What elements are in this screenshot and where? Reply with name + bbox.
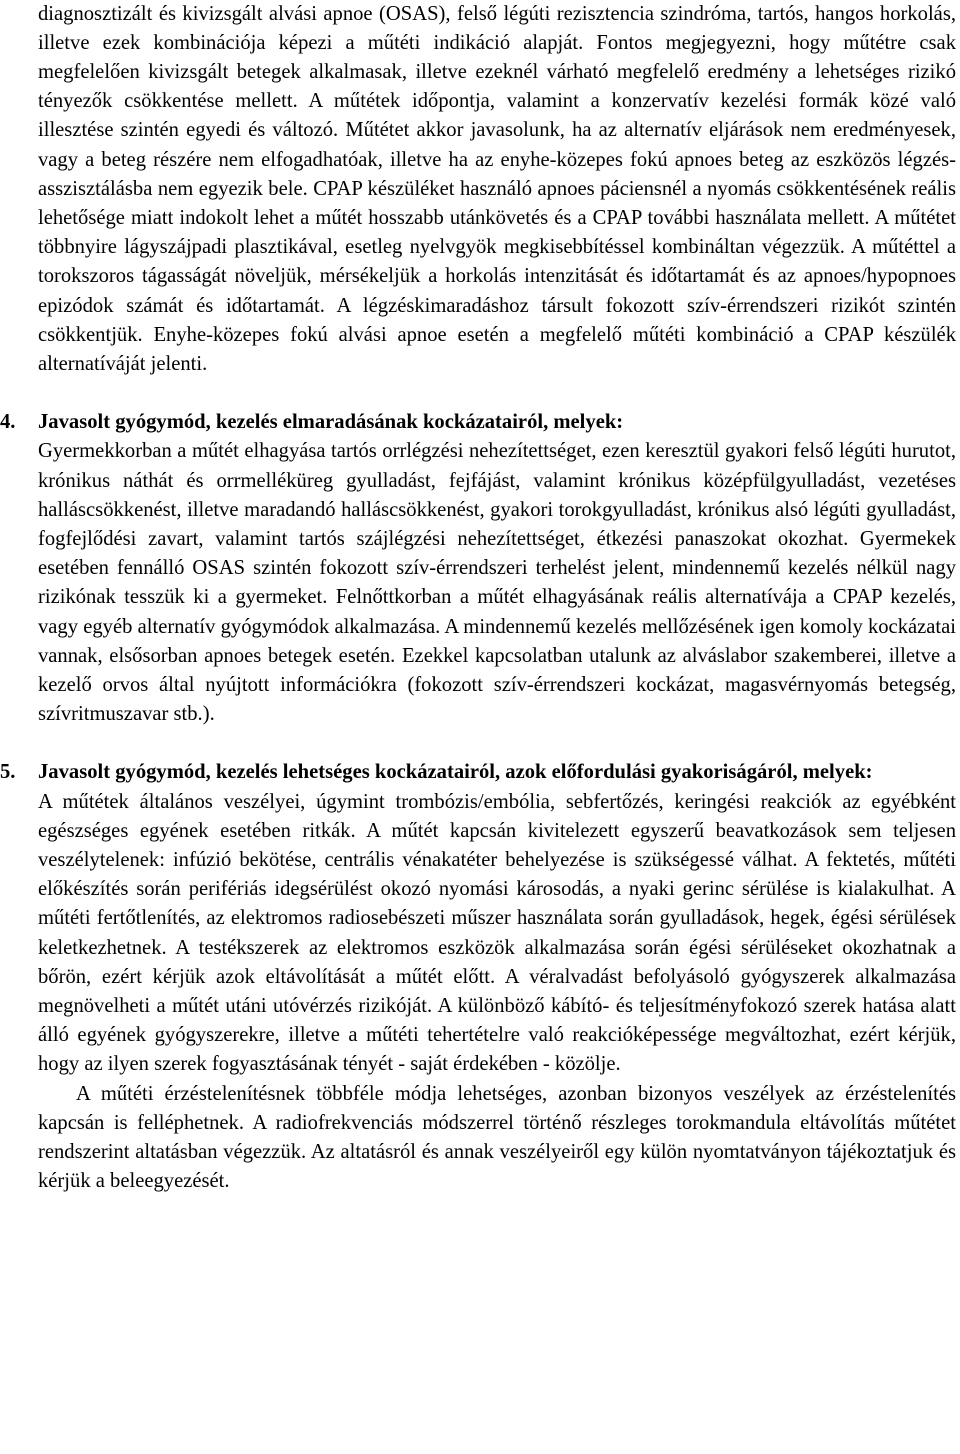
section-5-body-2: A műtéti érzéstelenítésnek többféle módja lehetséges, azonban bizonyos veszélyek az érzéstelenítés kapcsán is felléphetnek. A radiofrekvenciás módszerrel történő részleges torokmandula eltávolítás műtétet rendszerint altatásban végezzük. Az altatásról és annak veszélyeiről egy külön nyomtatványon tájékoztatjuk és kérjük a beleegyezését. (38, 1082, 956, 1193)
section-4-heading: Javasolt gyógymód, kezelés elmaradásának kockázatairól, melyek: (38, 411, 624, 434)
section-4 (0, 408, 956, 729)
section-5-body: A műtétek általános veszélyei, úgymint trombózis/embólia, sebfertőzés, keringési reakciók az egyébként egészséges egyének esetében ritkák. A műtét kapcsán kivitelezett egyszerű beavatkozások sem teljesen veszélytelenek: infúzió bekötése, centrális vénakatéter behelyezése is szükségessé válhat. A fektetés, műtéti előkészítés során perifériás idegsérülést okozó nyomási károsodás, a nyaki gerinc sérülése is kialakulhat. A műtéti fertőtlenítés, az elektromos radiosebészeti műszer használata során gyulladások, hegek, égési sérülések keletkezhetnek. A testékszerek az elektromos eszközök alkalmazása során égési sérüléseket okozhatnak a bőrön, ezért kérjük azok eltávolítását a műtét előtt. A véralvadást befolyásoló gyógyszerek alkalmazása megnövelheti a műtét utáni utóvérzés rizikóját. A különböző kábító- és teljesítményfokozó szerek hatása alatt álló egyének gyógyszerekre, illetve a műtéti tehertételre való reakcióképessége megváltozhat, ezért kérjük, hogy az ilyen szerek fogyasztásának tényét - saját érdekében - közölje. (38, 790, 956, 1076)
section-4-number: 4. (0, 411, 16, 434)
section-5-number: 5. (0, 761, 16, 784)
section-4-body: Gyermekkorban a műtét elhagyása tartós orrlégzési nehezítettséget, ezen keresztül gyakori felső légúti hurutot, krónikus náthát és orrmelléküreg gyulladást, fejfájást, valamint krónikus középfülgyulladást, vezetéses halláscsökkenést, illetve maradandó halláscsökkenést, gyakori torokgyulladást, krónikus alsó légúti gyulladást, fogfejlődési zavart, valamint tartós szájlégzési nehezítettséget, étkezési panaszokat okozhat. Gyermekek esetében fennálló OSAS szintén fokozott szív-érrendszeri terhelést jelent, mindennemű kezelés nélkül nagy rizikónak tesszük ki a gyermeket. Felnőttkorban a műtét elhagyásának reális alternatívája a CPAP kezelés, vagy egyéb alternatív gyógymódok alkalmazása. A mindennemű kezelés mellőzésének igen komoly kockázatai vannak, elsősorban apnoes betegek esetén. Ezekkel kapcsolatban utalunk az alváslabor szakemberei, illetve a kezelő orvos által nyújtott információkra (fokozott szív-érrendszeri kockázat, magasvérnyomás betegség, szívritmuszavar stb.). (38, 440, 956, 726)
intro-paragraph: diagnosztizált és kivizsgált alvási apnoe (OSAS), felső légúti rezisztencia szindróma, tartós, hangos horkolás, illetve ezek kombinációja képezi a műtéti indikáció alapját. Fontos megjegyezni, hogy műtétre csak megfelelően kivizsgált betegek alkalmasak, illetve ezeknél várható megfelelő eredmény a lehetséges rizikó tényezők csökkentése mellett. A műtétek időpontja, valamint a konzervatív kezelési formák közé való illesztése szintén egyedi és változó. Műtétet akkor javasolunk, ha az alternatív eljárások nem eredményesek, vagy a beteg részére nem elfogadhatóak, illetve ha az enyhe-közepes fokú apnoes beteg az eszközös légzés-asszisztálásba nem egyezik bele. CPAP készüléket használó apnoes páciensnél a nyomás csökkentésének reális lehetősége miatt indokolt lehet a műtét hosszabb utánkövetés és a CPAP további használata mellett. A műtétet többnyire lágyszájpadi plasztikával, esetleg nyelvgyök megkisebbítéssel kombináltan végezzük. A műtéttel a torokszoros tágasságát növeljük, mérsékeljük a horkolás intenzitását és időtartamát és az apnoes/hypopnoes epizódok számát és időtartamát. A légzéskimaradáshoz társult fokozott szív-érrendszeri rizikót szintén csökkentjük. Enyhe-közepes fokú alvási apnoe esetén a megfelelő műtéti kombináció a CPAP készülék alternatíváját jelenti. (38, 2, 956, 375)
section-5-heading: Javasolt gyógymód, kezelés lehetséges kockázatairól, azok előfordulási gyakoriságáról, melyek: (38, 761, 873, 784)
section-5 (0, 758, 956, 1196)
